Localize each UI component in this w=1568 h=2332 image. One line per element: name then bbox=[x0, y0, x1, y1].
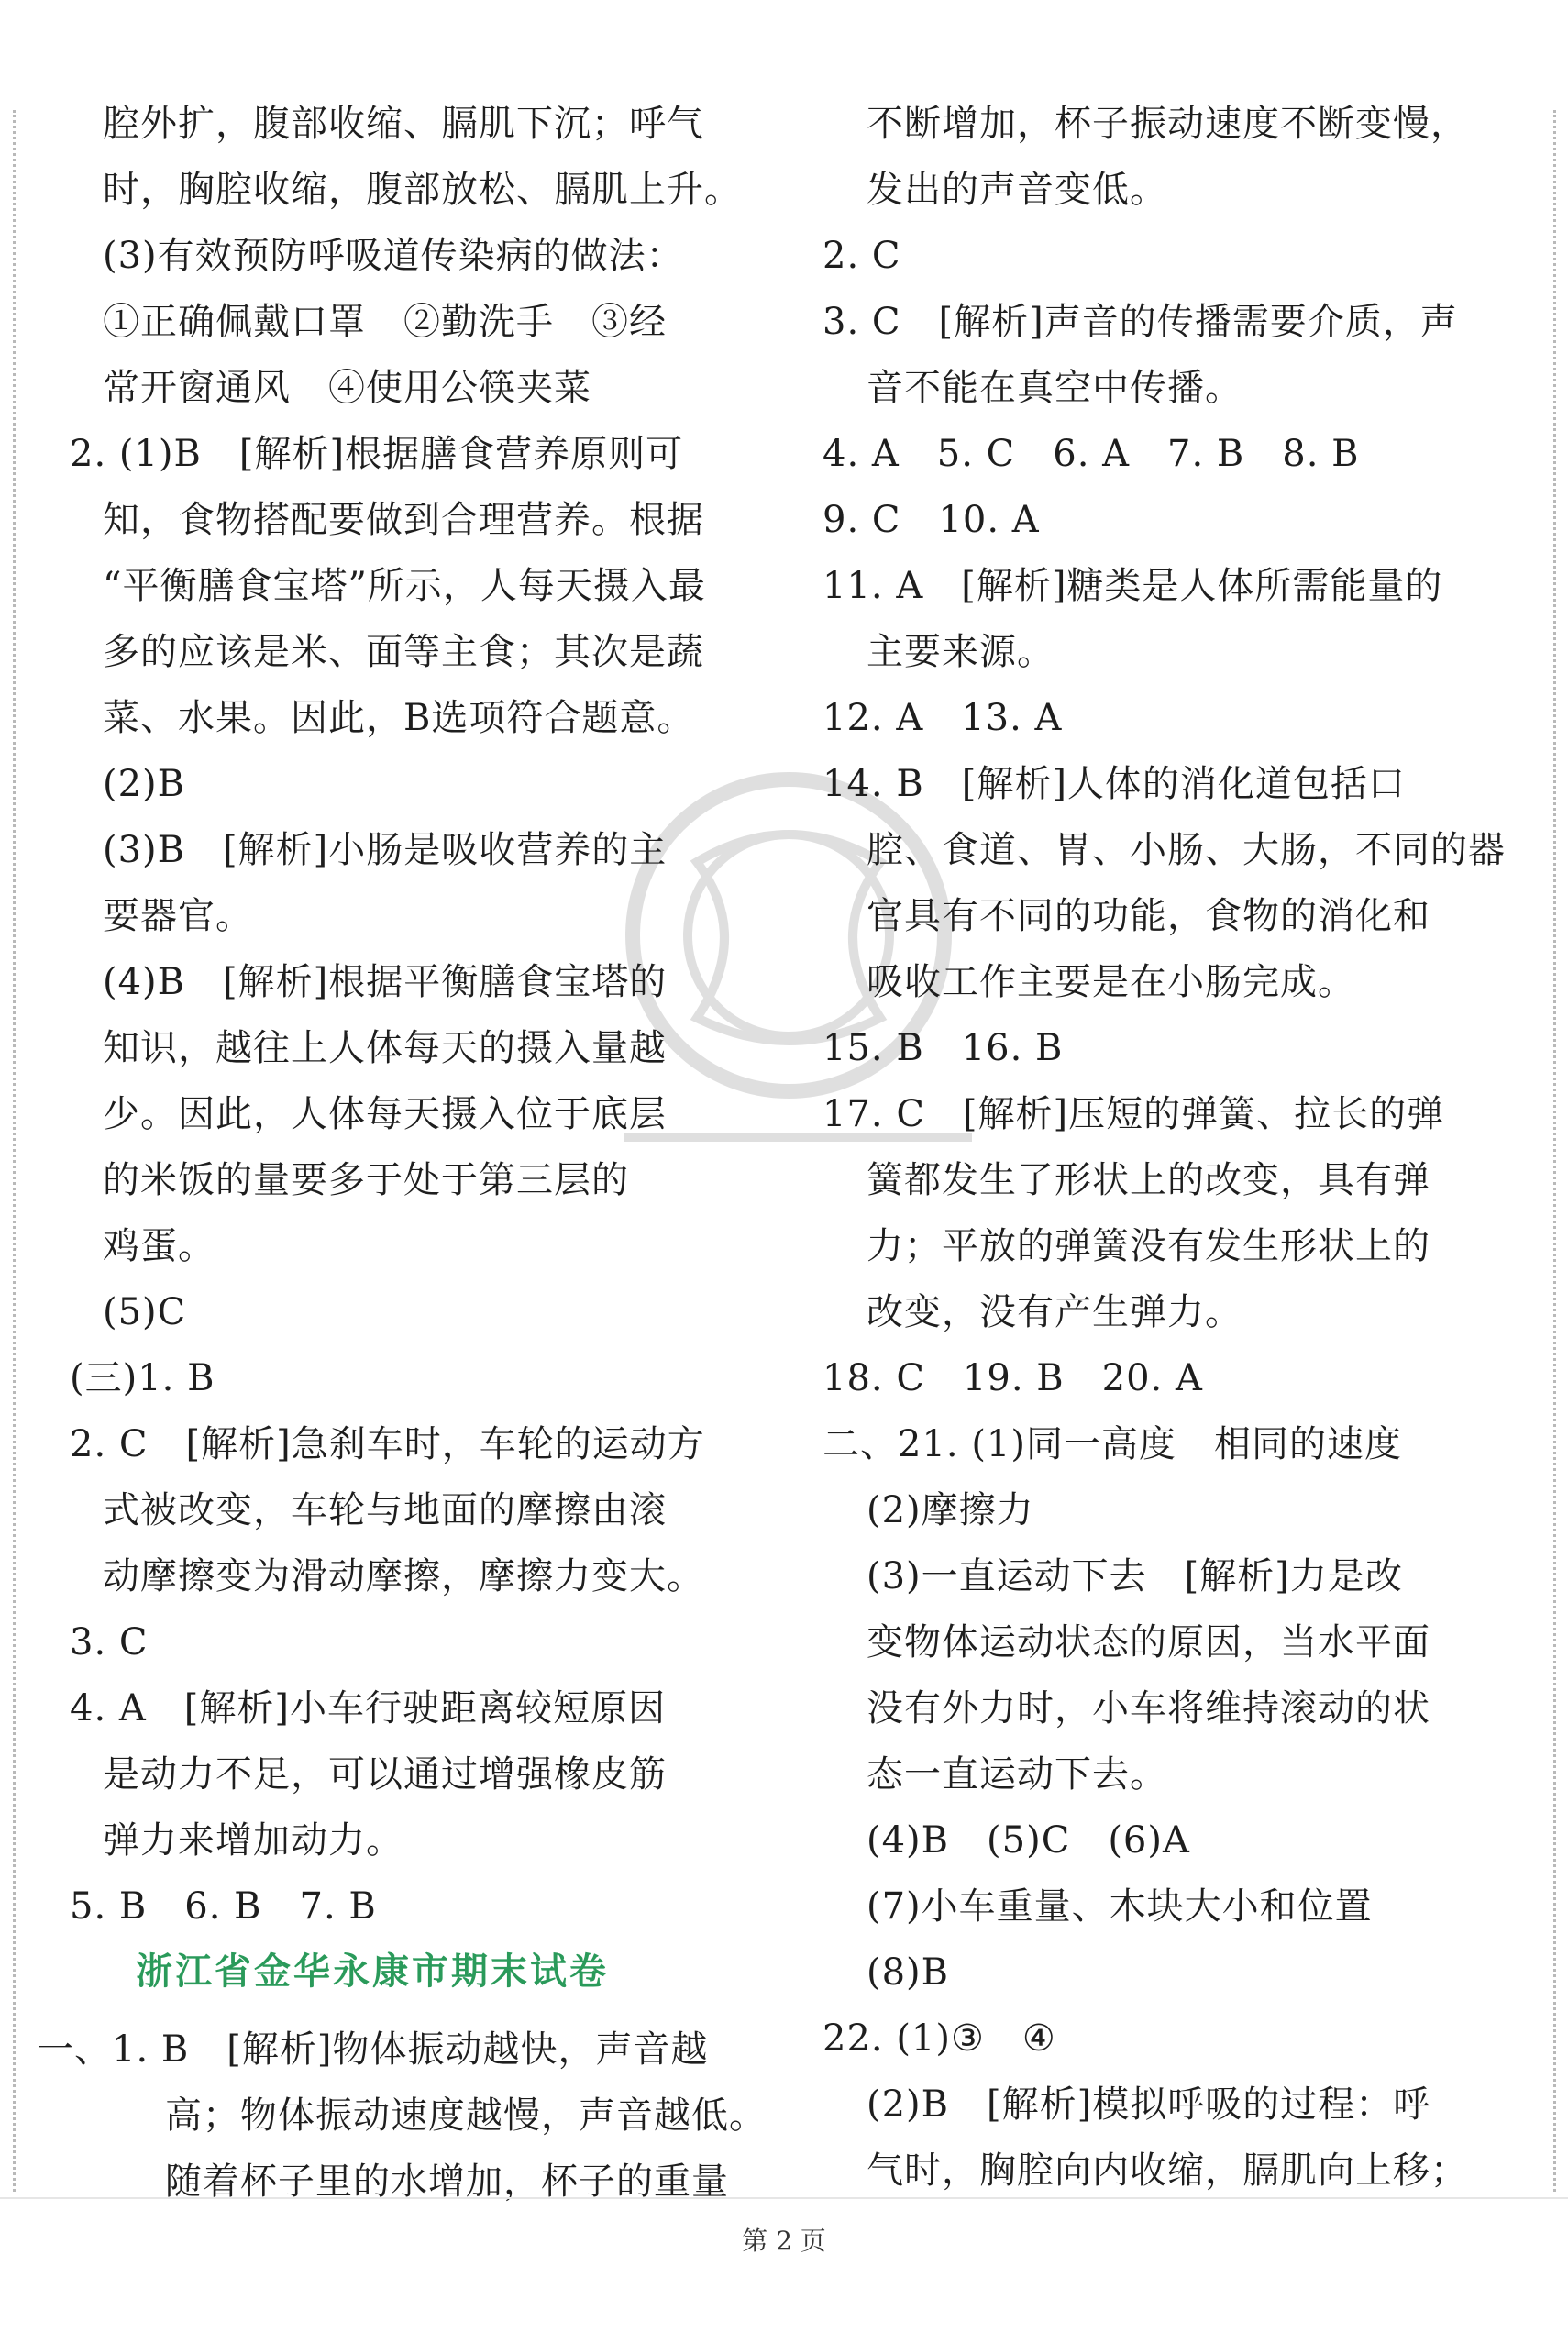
section-title: 浙江省金华永康市期末试卷 bbox=[136, 1951, 609, 1993]
text-line: (3)一直运动下去 [解析]力是改 bbox=[867, 1555, 1403, 1597]
text-line: 发出的声音变低。 bbox=[867, 169, 1167, 211]
text-line: 菜、水果。因此，B选项符合题意。 bbox=[103, 697, 695, 739]
text-line: 官具有不同的功能，食物的消化和 bbox=[867, 895, 1430, 937]
text-line: 要器官。 bbox=[103, 895, 253, 937]
text-line: 11. A [解析]糖类是人体所需能量的 bbox=[823, 565, 1443, 607]
text-line: “平衡膳食宝塔”所示，人每天摄入最 bbox=[103, 565, 706, 607]
text-line: 常开窗通风 ④使用公筷夹菜 bbox=[103, 367, 591, 409]
text-line: (5)C bbox=[103, 1291, 187, 1333]
text-line: (三)1. B bbox=[70, 1357, 215, 1399]
text-line: 的米饭的量要多于处于第三层的 bbox=[103, 1159, 629, 1201]
text-line: 鸡蛋。 bbox=[103, 1225, 215, 1267]
text-line: 腔、食道、胃、小肠、大肠，不同的器 bbox=[867, 829, 1506, 871]
text-line: 二、21. (1)同一高度 相同的速度 bbox=[823, 1423, 1402, 1465]
text-line: 2. C bbox=[823, 235, 901, 277]
text-line: 14. B [解析]人体的消化道包括口 bbox=[823, 763, 1406, 805]
text-line: 12. A 13. A bbox=[823, 697, 1063, 739]
text-line: (4)B [解析]根据平衡膳食宝塔的 bbox=[103, 961, 668, 1003]
text-line: 腔外扩，腹部收缩、膈肌下沉；呼气 bbox=[103, 103, 704, 145]
text-line: (7)小车重量、木块大小和位置 bbox=[867, 1885, 1373, 1928]
text-line: 态一直运动下去。 bbox=[867, 1753, 1167, 1796]
text-line: 力；平放的弹簧没有发生形状上的 bbox=[867, 1225, 1430, 1267]
page-footer: 第 2 页 bbox=[742, 2226, 826, 2256]
left-dotted-divider bbox=[13, 110, 16, 2192]
right-dotted-divider bbox=[1553, 110, 1556, 2192]
text-line: 少。因此，人体每天摄入位于底层 bbox=[103, 1093, 667, 1135]
text-line: 9. C 10. A bbox=[823, 499, 1040, 541]
text-line: (2)B bbox=[103, 763, 186, 805]
text-line: 是动力不足，可以通过增强橡皮筋 bbox=[103, 1753, 667, 1796]
text-line: 多的应该是米、面等主食；其次是蔬 bbox=[103, 631, 704, 673]
text-line: (8)B bbox=[867, 1951, 950, 1994]
text-line: 主要来源。 bbox=[867, 631, 1055, 673]
text-line: 气时，胸腔向内收缩，膈肌向上移； bbox=[867, 2150, 1468, 2192]
text-line: 随着杯子里的水增加，杯子的重量 bbox=[165, 2161, 729, 2203]
text-line: (2)摩擦力 bbox=[867, 1489, 1034, 1531]
text-line: (3)有效预防呼吸道传染病的做法： bbox=[103, 235, 684, 277]
text-line: 一、1. B [解析]物体振动越快，声音越 bbox=[37, 2028, 709, 2071]
text-line: 变物体运动状态的原因，当水平面 bbox=[867, 1621, 1430, 1663]
text-line: 簧都发生了形状上的改变，具有弹 bbox=[867, 1159, 1430, 1201]
text-line: (3)B [解析]小肠是吸收营养的主 bbox=[103, 829, 668, 871]
text-line: 3. C [解析]声音的传播需要介质，声 bbox=[823, 301, 1458, 343]
text-line: 15. B 16. B bbox=[823, 1027, 1064, 1069]
text-line: 17. C [解析]压短的弹簧、拉长的弹 bbox=[823, 1093, 1445, 1135]
text-line: 音不能在真空中传播。 bbox=[867, 367, 1242, 409]
text-line: 2. (1)B [解析]根据膳食营养原则可 bbox=[70, 433, 684, 475]
text-line: 动摩擦变为滑动摩擦，摩擦力变大。 bbox=[103, 1555, 704, 1597]
text-line: 3. C bbox=[70, 1621, 149, 1663]
text-line: (2)B [解析]模拟呼吸的过程：呼 bbox=[867, 2083, 1431, 2126]
text-line: 5. B 6. B 7. B bbox=[70, 1885, 377, 1928]
text-line: 时，胸腔收缩，腹部放松、膈肌上升。 bbox=[103, 169, 742, 211]
text-line: 2. C [解析]急刹车时，车轮的运动方 bbox=[70, 1423, 705, 1465]
text-line: 22. (1)③ ④ bbox=[823, 2017, 1056, 2060]
text-line: 4. A [解析]小车行驶距离较短原因 bbox=[70, 1687, 666, 1730]
text-line: 18. C 19. B 20. A bbox=[823, 1357, 1203, 1399]
text-line: 高；物体振动速度越慢，声音越低。 bbox=[165, 2094, 767, 2137]
text-line: 知识，越往上人体每天的摄入量越 bbox=[103, 1027, 667, 1069]
text-line: ①正确佩戴口罩 ②勤洗手 ③经 bbox=[103, 301, 667, 343]
text-line: 式被改变，车轮与地面的摩擦由滚 bbox=[103, 1489, 667, 1531]
text-line: 弹力来增加动力。 bbox=[103, 1819, 403, 1862]
text-line: 知，食物搭配要做到合理营养。根据 bbox=[103, 499, 704, 541]
footer-divider bbox=[0, 2197, 1568, 2199]
text-line: (4)B (5)C (6)A bbox=[867, 1819, 1190, 1862]
text-line: 4. A 5. C 6. A 7. B 8. B bbox=[823, 433, 1360, 475]
text-line: 没有外力时，小车将维持滚动的状 bbox=[867, 1687, 1430, 1730]
text-line: 不断增加，杯子振动速度不断变慢， bbox=[867, 103, 1468, 145]
text-line: 改变，没有产生弹力。 bbox=[867, 1291, 1242, 1333]
text-line: 吸收工作主要是在小肠完成。 bbox=[867, 961, 1355, 1003]
